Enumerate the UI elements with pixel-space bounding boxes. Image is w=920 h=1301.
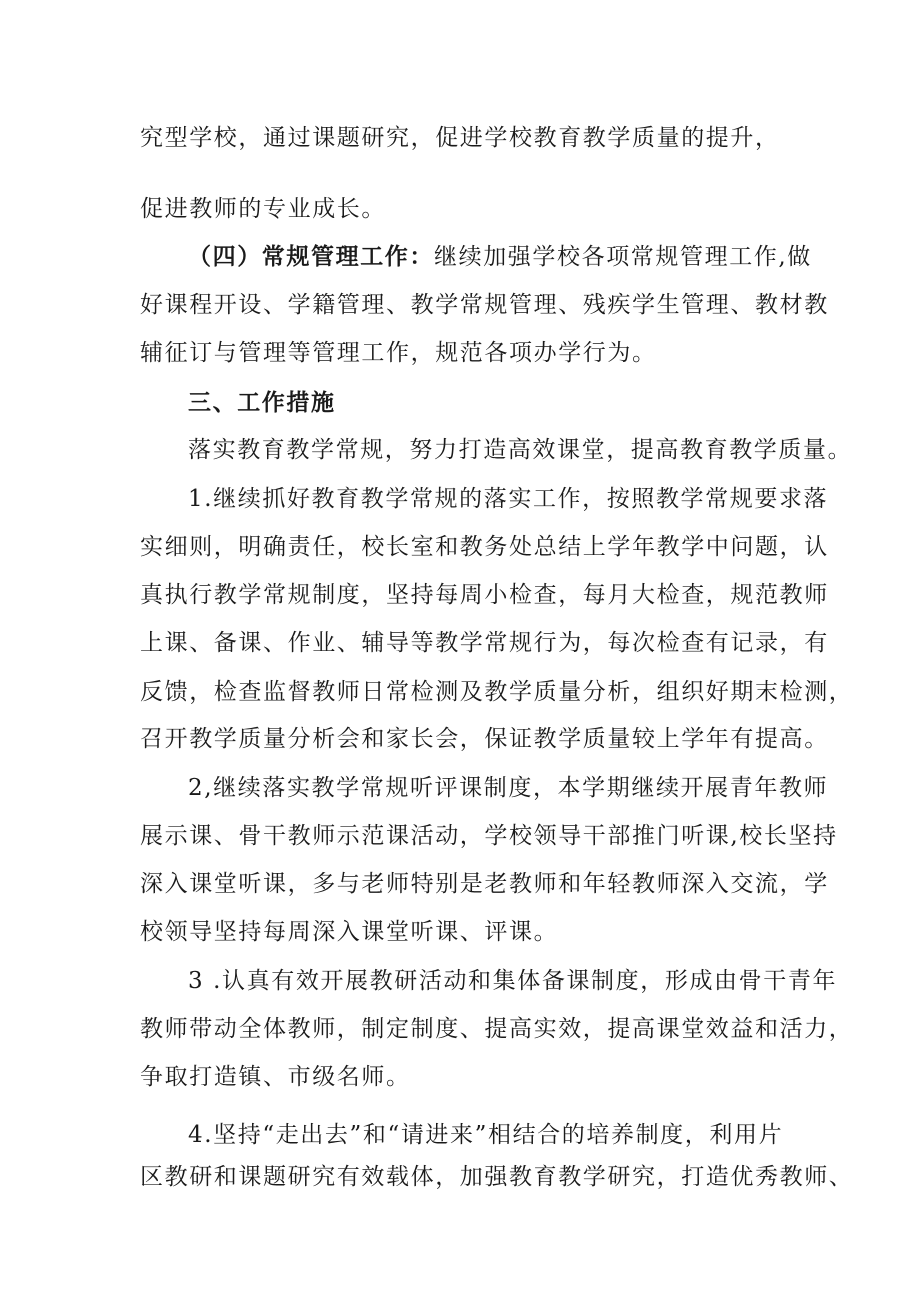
text-line: 3 .认真有效开展教研活动和集体备课制度，形成由骨干青年 [188,968,838,994]
text-line: 展示课、骨干教师示范课活动，学校领导干部推门听课,校长坚持 [140,823,838,849]
text-line: 真执行教学常规制度，坚持每周小检查，每月大检查，规范教师 [140,582,829,608]
section-heading: 三、工作措施 [188,389,336,416]
text-line: 1.继续抓好教育教学常规的落实工作，按照教学常规要求落 [188,486,829,512]
text-line: 好课程开设、学籍管理、教学常规管理、残疾学生管理、教材教 [140,292,829,318]
paragraph-line [188,242,848,272]
text-span: 继续加强学校各项常规管理工作,做 [434,244,812,270]
text-line: 促进教师的专业成长。 [140,196,386,222]
text-line: 召开教学质量分析会和家长会，保证教学质量较上学年有提高。 [140,726,829,752]
text-line: 落实教育教学常规，努力打造高效课堂，提高教育教学质量。 [188,437,853,463]
text-line: 2,继续落实教学常规听评课制度，本学期继续开展青年教师 [188,775,829,801]
section-lead: （四）常规管理工作： [188,243,434,270]
text-line: 4.坚持“走出去”和“请进来”相结合的培养制度，利用片 [188,1122,784,1148]
text-line: 校领导坚持每周深入课堂听课、评课。 [140,919,559,945]
text-line: 实细则，明确责任，校长室和教务处总结上学年教学中问题，认 [140,534,829,560]
text-line: 反馈，检查监督教师日常检测及教学质量分析，组织好期末检测， [140,679,854,705]
text-line: 区教研和课题研究有效载体，加强教育教学研究，打造优秀教师、 [140,1164,854,1190]
text-line: 教师带动全体教师，制定制度、提高实效，提高课堂效益和活力， [140,1016,854,1042]
text-line: 究型学校，通过课题研究，促进学校教育教学质量的提升， [140,125,780,151]
text-line: 上课、备课、作业、辅导等教学常规行为，每次检查有记录，有 [140,630,829,656]
text-line: 争取打造镇、市级名师。 [140,1064,411,1090]
text-line: 辅征订与管理等管理工作，规范各项办学行为。 [140,340,657,366]
text-line: 深入课堂听课，多与老师特别是老教师和年轻教师深入交流，学 [140,871,829,897]
